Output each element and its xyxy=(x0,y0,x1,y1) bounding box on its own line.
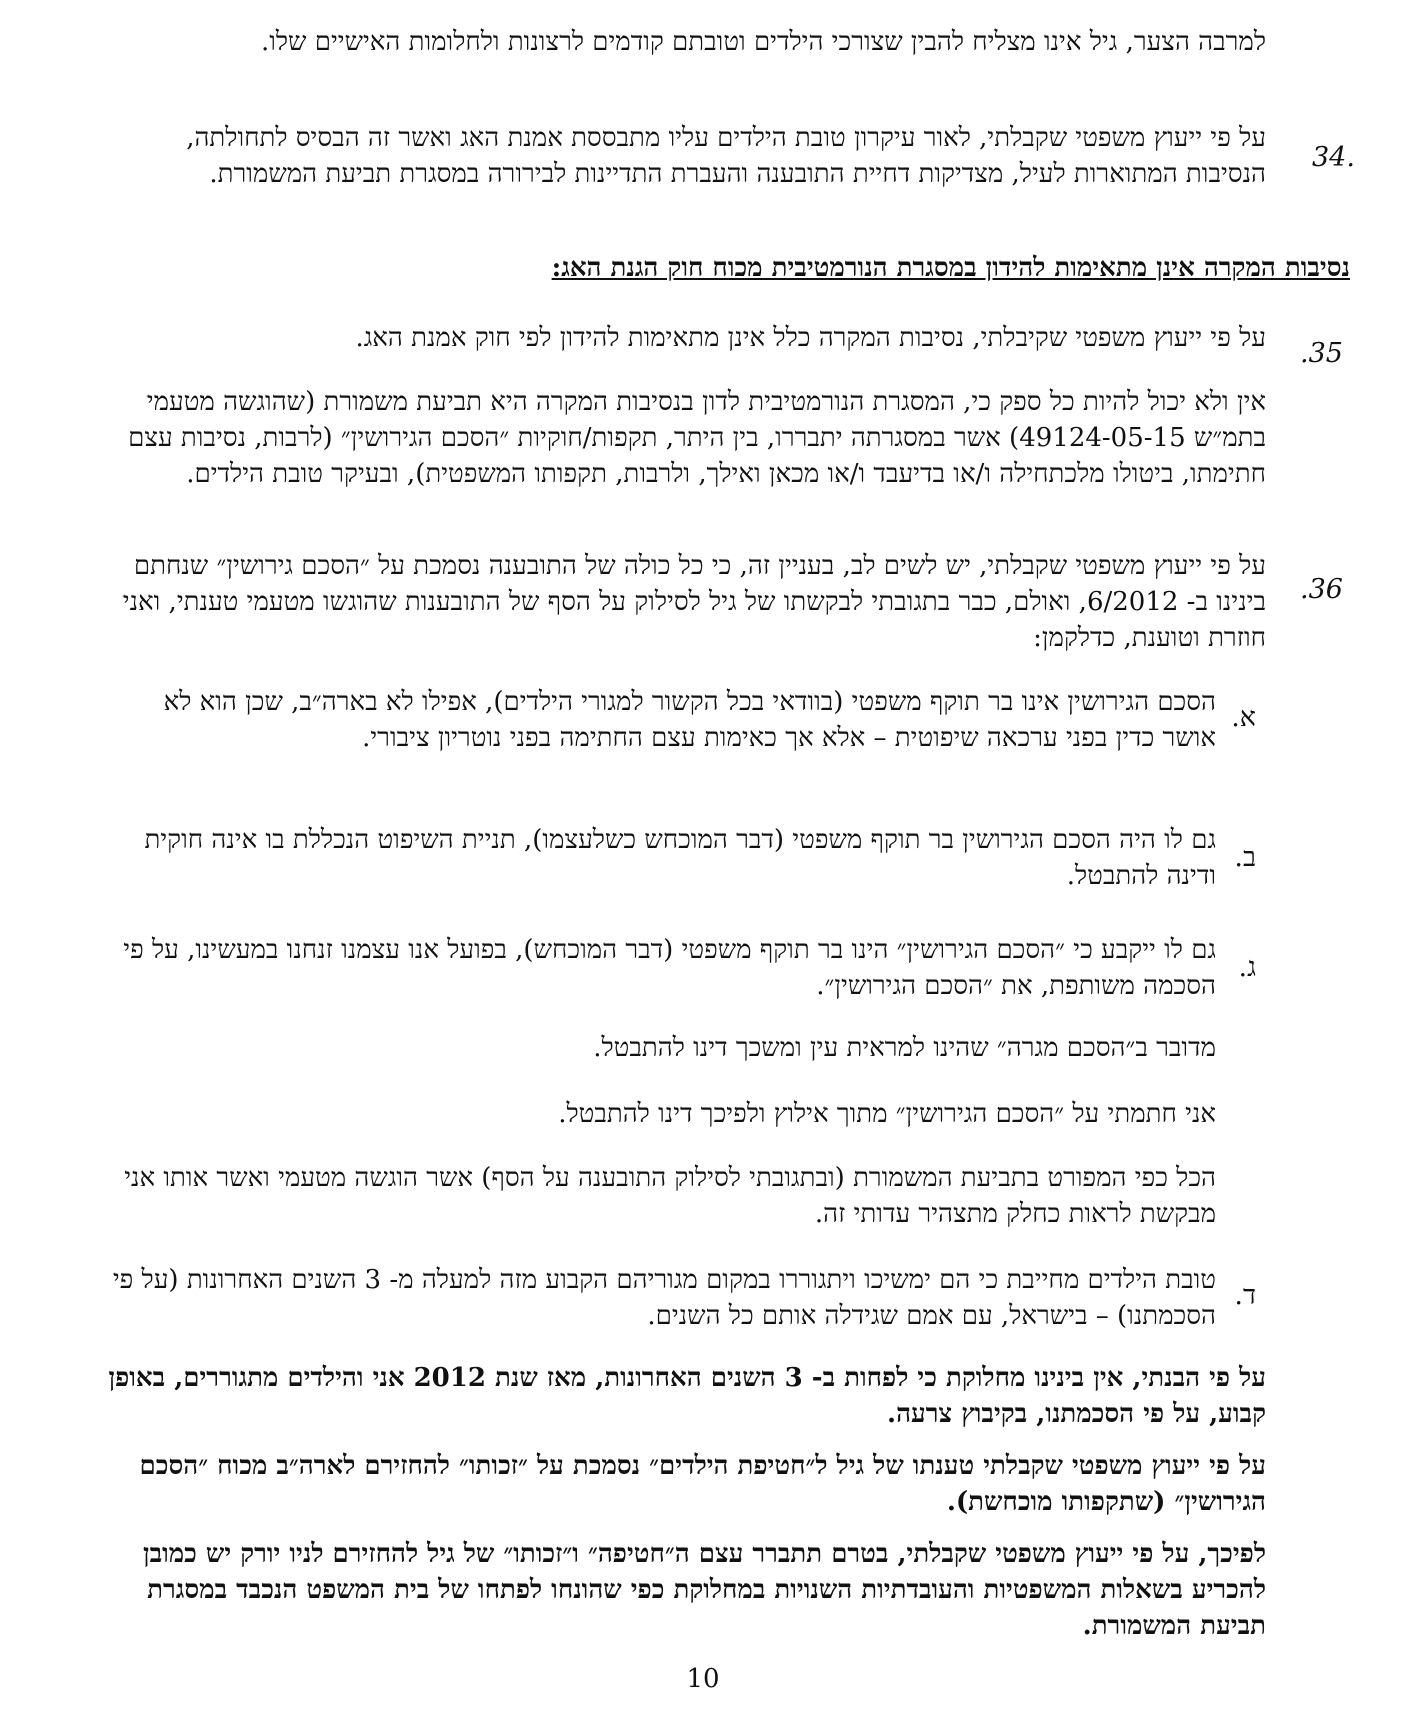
paragraph-35: על פי ייעוץ משפטי שקיבלתי, נסיבות המקרה כלל אינן מתאימות להידון לפי חוק אמנת האג. xyxy=(355,323,1266,353)
item-letter-d: ד. xyxy=(1234,1280,1256,1311)
paragraph-34: על פי ייעוץ משפטי שקבלתי, לאור עיקרון טובת הילדים עליו מתבססת אמנת האג ואשר זה הבסיס לתחולתה, הנסיבות המתוארות לעיל, מצדיקות דחיית התובענה והעברת התדיינות לבירורה במסגרת תביעת המשמורת. xyxy=(186,123,1266,189)
section-heading: נסיבות המקרה אינן מתאימות להידון במסגרת הנורמטיבית מכוח חוק הגנת האג: xyxy=(551,253,1350,283)
item-c-note-1: מדובר ב״הסכם מגרה״ שהינו למראית עין ומשכך דינו להתבטל. xyxy=(593,1033,1216,1063)
bold-paragraph-1: על פי הבנתי, אין בינינו מחלוקת כי לפחות ב- 3 השנים האחרונות, מאז שנת 2012 אני והילדים מתגוררים, באופן קבוע, על פי הסכמתנו, בקיבוץ צרעה. xyxy=(108,1363,1266,1429)
item-a: הסכם הגירושין אינו בר תוקף משפטי (בוודאי בכל הקשור למגורי הילדים), אפילו לא בארה״ב, שכן הוא לא אושר כדין בפני ערכאה שיפוטית – אלא אך כאימות עצם החתימה בפני נוטריון ציבורי. xyxy=(163,687,1216,753)
bold-paragraph-3: לפיכך, על פי ייעוץ משפטי שקבלתי, בטרם תתברר עצם ה״חטיפה״ ו״זכותו״ של גיל להחזירם לניו יורק יש כמובן להכריע בשאלות המשפטיות והעובדתיות השנויות במחלוקת כפי שהונחו לפתחו של בית המשפט הנכבד במסגרת תביעת המשמורת. xyxy=(142,1539,1266,1641)
item-letter-b: ב. xyxy=(1234,842,1256,873)
paragraph-36: על פי ייעוץ משפטי שקבלתי, יש לשים לב, בעניין זה, כי כל כולה של התובענה נסמכת על ״הסכם גירושין״ שנחתם בינינו ב- 6/2012, ואולם, כבר בתגובתי לבקשתו של גיל לסילוק על הסף של התובענות שהוגשו מטעמי טענתי, ואני חוזרת וטוענת, כדלקמן: xyxy=(122,551,1266,653)
item-b: גם לו היה הסכם הגירושין בר תוקף משפטי (דבר המוכחש כשלעצמו), תניית השיפוט הנכללת בו אינה חוקית ודינה להתבטל. xyxy=(144,825,1216,891)
paragraph-number-34: 34. xyxy=(1312,142,1355,173)
page-number: 10 xyxy=(686,1664,720,1694)
item-d: טובת הילדים מחייבת כי הם ימשיכו ויתגוררו במקום מגוריהם הקבוע מזה למעלה מ- 3 השנים האחרונות (על פי הסכמתנו) – בישראל, עם אמם שגידלה אותם כל השנים. xyxy=(112,1265,1216,1331)
paragraph-intro: למרבה הצער, גיל אינו מצליח להבין שצורכי הילדים וטובתם קודמים לרצונות ולחלומות האישיים שלו. xyxy=(260,27,1266,57)
item-c-note-2: אני חתמתי על ״הסכם הגירושין״ מתוך אילוץ ולפיכך דינו להתבטל. xyxy=(558,1099,1216,1129)
item-c: גם לו ייקבע כי ״הסכם הגירושין״ הינו בר תוקף משפטי (דבר המוכחש), בפועל אנו עצמנו זנחנו במעשינו, על פי הסכמה משותפת, את ״הסכם הגירושין״. xyxy=(123,935,1216,1001)
item-c-note-3: הכל כפי המפורט בתביעת המשמורת (ובתגובתי לסילוק התובענה על הסף) אשר הוגשה מטעמי ואשר אותו אני מבקשת לראות כחלק מתצהיר עדותי זה. xyxy=(124,1163,1216,1229)
paragraph-number-36: .36 xyxy=(1300,574,1343,605)
item-letter-c: ג. xyxy=(1238,952,1256,983)
paragraph-number-35: .35 xyxy=(1300,338,1343,369)
item-letter-a: א. xyxy=(1231,702,1256,733)
bold-paragraph-2: על פי ייעוץ משפטי שקבלתי טענתו של גיל ל״חטיפת הילדים״ נסמכת על ״זכותו״ להחזירם לארה״ב מכוח ״הסכם הגירושין״ (שתקפותו מוכחשת). xyxy=(139,1451,1266,1517)
paragraph-35-continuation: אין ולא יכול להיות כל ספק כי, המסגרת הנורמטיבית לדון בנסיבות המקרה היא תביעת משמורת (שהוגשה מטעמי בתמ״ש 49124-05-15) אשר במסגרתה יתבררו, בין היתר, תקפות/חוקיות ״הסכם הגירושין״ (לרבות, נסיבות עצם חתימתו, ביטולו מלכתחילה ו/או בדיעבד ו/או מכאן ואילך, ולרבות, תקפותו המשפטית), ובעיקר טובת הילדים. xyxy=(128,387,1266,489)
